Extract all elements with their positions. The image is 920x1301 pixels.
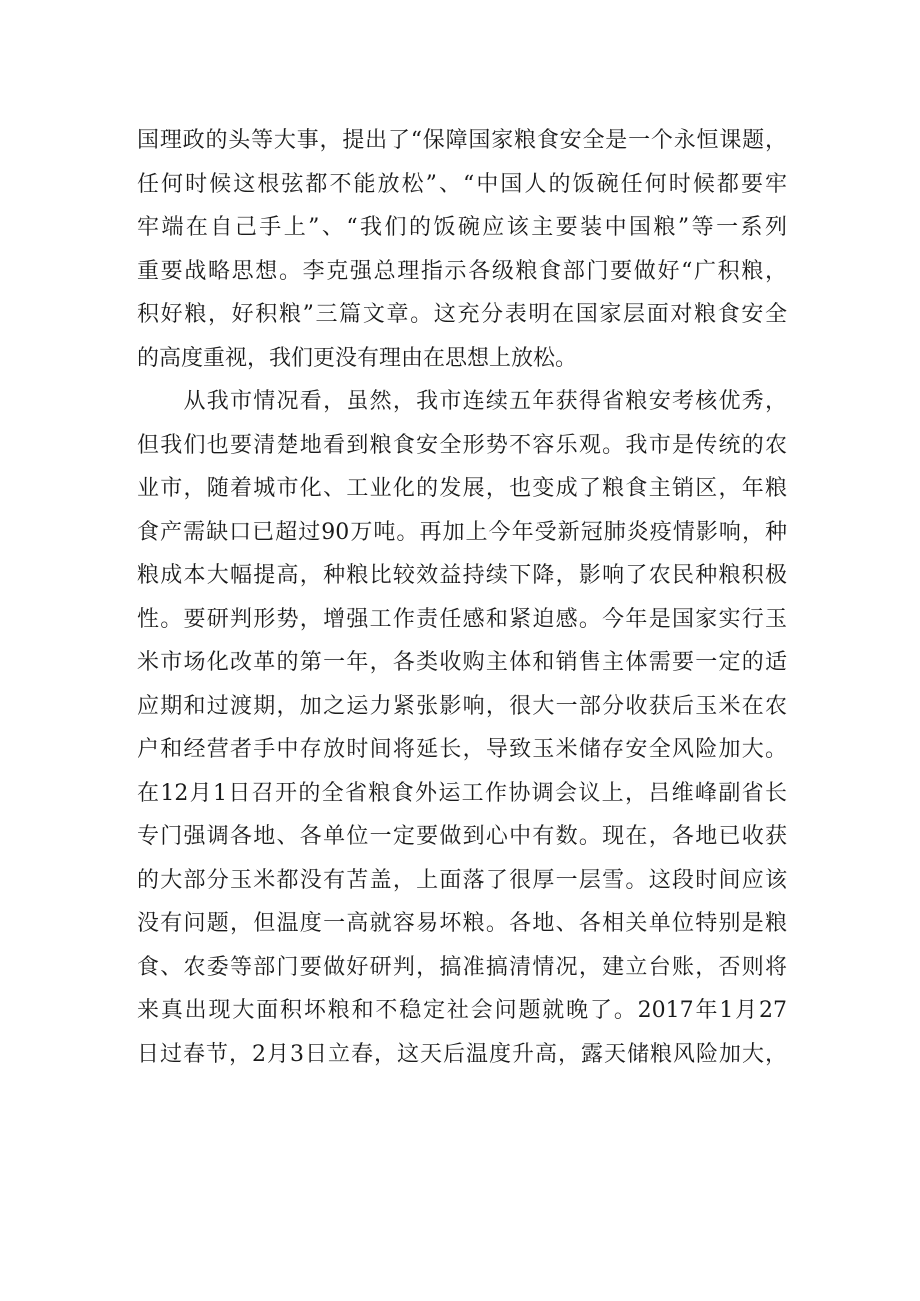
text-line: 没有问题，但温度一高就容易坏粮。各地、各相关单位特别是粮: [137, 911, 787, 936]
text-line: 米市场化改革的第一年，各类收购主体和销售主体需要一定的适: [137, 650, 787, 675]
text-line: 性。要研判形势，增强工作责任感和紧迫感。今年是国家实行玉: [137, 606, 787, 632]
text-line: 牢端在自己手上”、“我们的饭碗应该主要装中国粮”等一系列: [137, 215, 787, 240]
text-line: 的大部分玉米都没有苫盖，上面落了很厚一层雪。这段时间应该: [137, 867, 787, 893]
text-line: 重要战略思想。李克强总理指示各级粮食部门要做好“广积粮，: [137, 258, 787, 284]
text-line: 来真出现大面积坏粮和不稳定社会问题就晚了。2017年1月27: [137, 998, 787, 1023]
text-line: 积好粮，好积粮”三篇文章。这充分表明在国家层面对粮食安全: [137, 302, 787, 327]
text-line: 户和经营者手中存放时间将延长，导致玉米储存安全风险加大。: [137, 737, 787, 762]
text-line: 但我们也要清楚地看到粮食安全形势不容乐观。我市是传统的农: [137, 432, 787, 458]
text-line: 在12月1日召开的全省粮食外运工作协调会议上，吕维峰副省长: [137, 780, 787, 806]
text-line: 粮成本大幅提高，种粮比较效益持续下降，影响了农民种粮积极: [137, 563, 787, 588]
text-line: 食、农委等部门要做好研判，搞准搞清情况，建立台账，否则将: [137, 954, 787, 980]
text-line: 任何时候这根弦都不能放松”、“中国人的饭碗任何时候都要牢: [137, 171, 787, 197]
text-line: 业市，随着城市化、工业化的发展，也变成了粮食主销区，年粮: [137, 476, 787, 501]
text-line: 国理政的头等大事，提出了“保障国家粮食安全是一个永恒课题，: [137, 128, 787, 153]
text-line: 应期和过渡期，加之运力紧张影响，很大一部分收获后玉米在农: [137, 693, 787, 719]
text-line: 专门强调各地、各单位一定要做到心中有数。现在，各地已收获: [137, 824, 787, 849]
text-line: 食产需缺口已超过90万吨。再加上今年受新冠肺炎疫情影响，种: [137, 519, 787, 545]
body-text: [137, 119, 787, 1076]
text-line: 日过春节，2月3日立春，这天后温度升高，露天储粮风险加大，: [137, 1041, 787, 1067]
text-line: 的高度重视，我们更没有理由在思想上放松。: [137, 345, 578, 371]
text-line: 从我市情况看，虽然，我市连续五年获得省粮安考核优秀，: [137, 389, 787, 414]
